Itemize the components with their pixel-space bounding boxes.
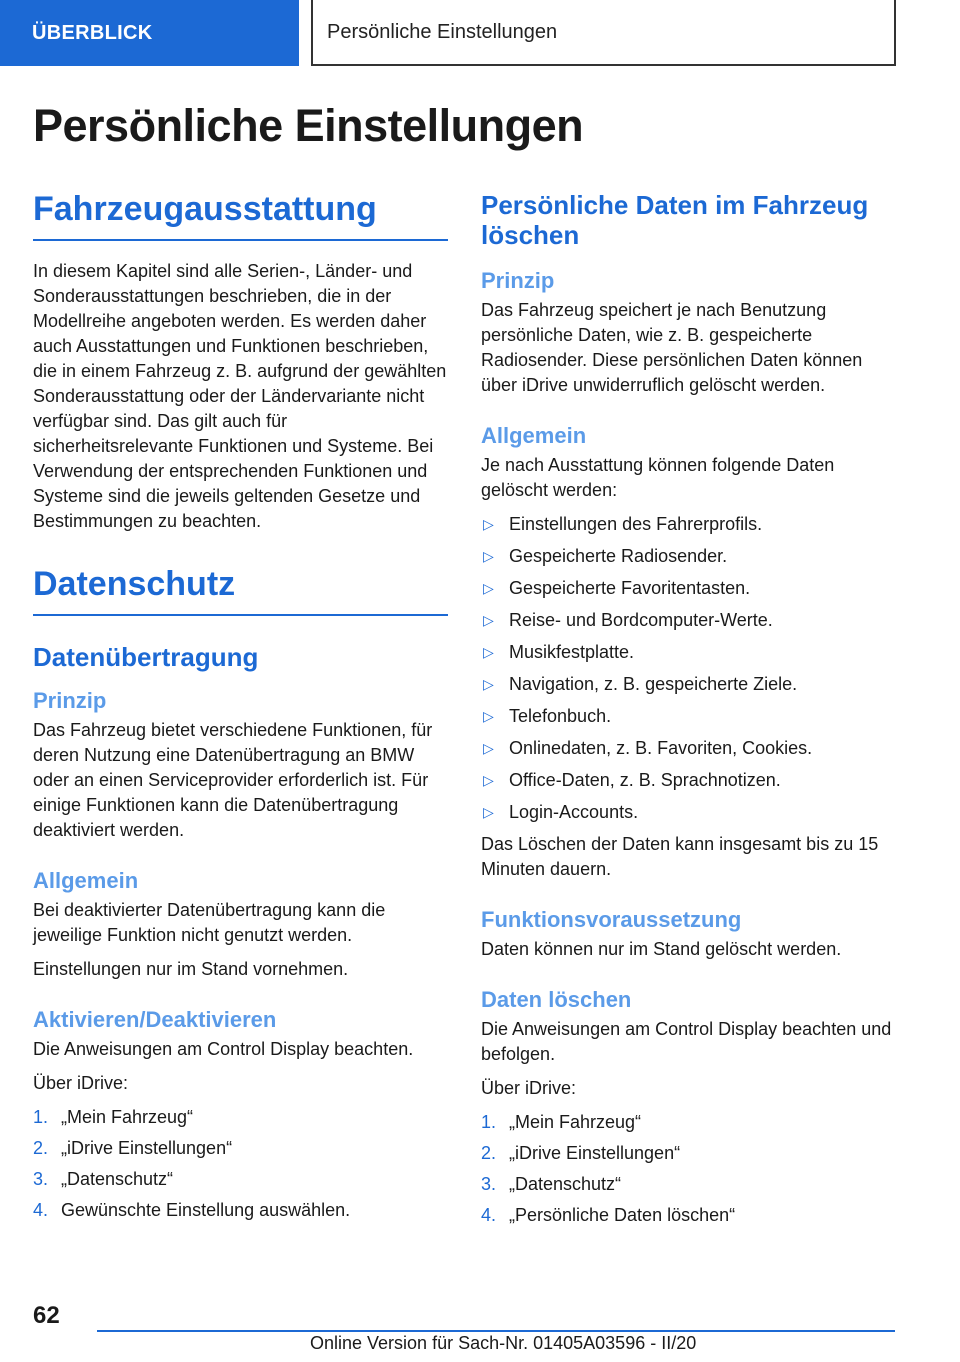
list-item xyxy=(481,736,896,761)
heading-allgemein: Allgemein xyxy=(33,868,139,893)
aktivieren-text-2: Über iDrive: xyxy=(33,1073,129,1093)
step-number: 4. xyxy=(481,1205,497,1225)
step-text: „iDrive Einstellungen“ xyxy=(61,1138,233,1158)
step-number: 1. xyxy=(33,1107,49,1127)
step-number: 2. xyxy=(33,1138,49,1158)
list-item xyxy=(481,1203,896,1228)
section-heading-datenschutz: Datenschutz xyxy=(33,565,448,616)
heading-funktionsvoraussetzung: Funktionsvoraussetzung xyxy=(481,907,742,932)
step-number: 3. xyxy=(33,1169,49,1189)
list-item xyxy=(481,1172,896,1197)
step-text: „iDrive Einstellungen“ xyxy=(509,1143,681,1163)
prinzip-text: Das Fahrzeug bietet verschiedene Funktionen, für deren Nutzung eine Datenübertragung an BMW oder an einen Serviceprovider erforderlich ist. Für einige Funktionen kann die Datenübertragung deaktiviert werden. xyxy=(33,720,433,840)
list-item-text: Navigation, z. B. gespeicherte Ziele. xyxy=(509,674,798,694)
footer-divider xyxy=(97,1330,895,1332)
step-text: „Mein Fahrzeug“ xyxy=(61,1107,194,1127)
list-item xyxy=(481,768,896,793)
triangle-bullet-icon: ▷ xyxy=(483,740,494,756)
list-item xyxy=(481,640,896,665)
step-number: 4. xyxy=(33,1200,49,1220)
triangle-bullet-icon: ▷ xyxy=(483,612,494,628)
list-item xyxy=(33,1136,448,1161)
step-text: „Persönliche Daten löschen“ xyxy=(509,1205,736,1225)
triangle-bullet-icon: ▷ xyxy=(483,676,494,692)
funktion-text: Daten können nur im Stand gelöscht werden. xyxy=(481,939,842,959)
step-text: „Mein Fahrzeug“ xyxy=(509,1112,642,1132)
aktivieren-text-1: Die Anweisungen am Control Display beachten. xyxy=(33,1039,414,1059)
step-number: 2. xyxy=(481,1143,497,1163)
list-item-text: Gespeicherte Radiosender. xyxy=(509,546,728,566)
list-item xyxy=(481,608,896,633)
section-heading-persoenliche-daten: Persönliche Daten im Fahrzeug löschen xyxy=(481,190,869,250)
left-column xyxy=(33,190,448,1229)
list-item-text: Gespeicherte Favoritentasten. xyxy=(509,578,751,598)
steps-list-loeschen xyxy=(481,1110,896,1228)
list-item-text: Reise- und Bordcomputer-Werte. xyxy=(509,610,773,630)
allgemein-text-2: Einstellungen nur im Stand vornehmen. xyxy=(33,959,349,979)
list-item xyxy=(481,704,896,729)
list-item xyxy=(481,672,896,697)
section-heading-fahrzeugausstattung: Fahrzeugausstattung xyxy=(33,190,448,241)
right-column xyxy=(481,190,896,1234)
list-item-text: Musikfestplatte. xyxy=(509,642,635,662)
list-item-text: Einstellungen des Fahrerprofils. xyxy=(509,514,763,534)
list-item xyxy=(481,544,896,569)
footer-text: Online Version für Sach-Nr. 01405A03596 - II/20 xyxy=(310,1333,697,1353)
list-item xyxy=(33,1167,448,1192)
allgemein-text-1: Bei deaktivierter Datenübertragung kann die jeweilige Funktion nicht genutzt werden. xyxy=(33,900,386,945)
list-item-text: Onlinedaten, z. B. Favoriten, Cookies. xyxy=(509,738,813,758)
deletable-data-list xyxy=(481,512,896,825)
page-title: Persönliche Einstellungen xyxy=(33,100,584,151)
list-item xyxy=(481,576,896,601)
heading-allgemein: Allgemein xyxy=(481,423,587,448)
triangle-bullet-icon: ▷ xyxy=(483,708,494,724)
triangle-bullet-icon: ▷ xyxy=(483,516,494,532)
list-item xyxy=(481,1141,896,1166)
steps-list-datenschutz xyxy=(33,1105,448,1223)
list-item-text: Login-Accounts. xyxy=(509,802,639,822)
subheading-datenuebertragung: Datenübertragung xyxy=(33,642,259,672)
loeschen-text-1: Die Anweisungen am Control Display beachten und befolgen. xyxy=(481,1019,892,1064)
section-tab[interactable]: Persönliche Einstellungen xyxy=(311,0,896,66)
heading-daten-loeschen: Daten löschen xyxy=(481,987,632,1012)
triangle-bullet-icon: ▷ xyxy=(483,548,494,564)
heading-prinzip: Prinzip xyxy=(481,268,555,293)
step-text: „Datenschutz“ xyxy=(61,1169,174,1189)
triangle-bullet-icon: ▷ xyxy=(483,644,494,660)
list-item-text: Office-Daten, z. B. Sprachnotizen. xyxy=(509,770,781,790)
heading-aktivieren-deaktivieren: Aktivieren/Deaktivieren xyxy=(33,1007,277,1032)
list-item xyxy=(33,1198,448,1223)
step-text: „Datenschutz“ xyxy=(509,1174,622,1194)
prinzip-text: Das Fahrzeug speichert je nach Benutzung persönliche Daten, wie z. B. gespeicherte Radiosender. Diese persönlichen Daten können über iDrive unwiderruflich gelöscht werden. xyxy=(481,300,863,395)
step-number: 1. xyxy=(481,1112,497,1132)
fahrzeugausstattung-text: In diesem Kapitel sind alle Serien-, Länder- und Sonderausstattungen beschrieben, die in der Modellreihe angeboten werden. Es werden daher auch Ausstattungen und Funktionen beschrieben, die in einem Fahrzeug z. B. aufgrund der gewählten Sonderausstattung oder der Ländervariante nicht verfügbar sind. Das gilt auch für sicherheitsrelevante Funktionen und Systeme. Bei Verwendung der entsprechenden Funktionen und Systeme sind die jeweils geltenden Gesetze und Bestimmungen zu beachten. xyxy=(33,261,447,531)
list-item-text: Telefonbuch. xyxy=(509,706,612,726)
list-item xyxy=(33,1105,448,1130)
page-header xyxy=(0,0,960,66)
list-item xyxy=(481,1110,896,1135)
step-number: 3. xyxy=(481,1174,497,1194)
step-text: Gewünschte Einstellung auswählen. xyxy=(61,1200,351,1220)
triangle-bullet-icon: ▷ xyxy=(483,580,494,596)
page-number: 62 xyxy=(33,1302,60,1329)
loeschen-text-2: Über iDrive: xyxy=(481,1078,577,1098)
triangle-bullet-icon: ▷ xyxy=(483,772,494,788)
list-item xyxy=(481,512,896,537)
chapter-tab[interactable]: ÜBERBLICK xyxy=(0,0,299,66)
heading-prinzip: Prinzip xyxy=(33,688,107,713)
triangle-bullet-icon: ▷ xyxy=(483,804,494,820)
list-item xyxy=(481,800,896,825)
allgemein-text: Je nach Ausstattung können folgende Daten gelöscht werden: xyxy=(481,455,835,500)
dauer-text: Das Löschen der Daten kann insgesamt bis zu 15 Minuten dauern. xyxy=(481,834,879,879)
